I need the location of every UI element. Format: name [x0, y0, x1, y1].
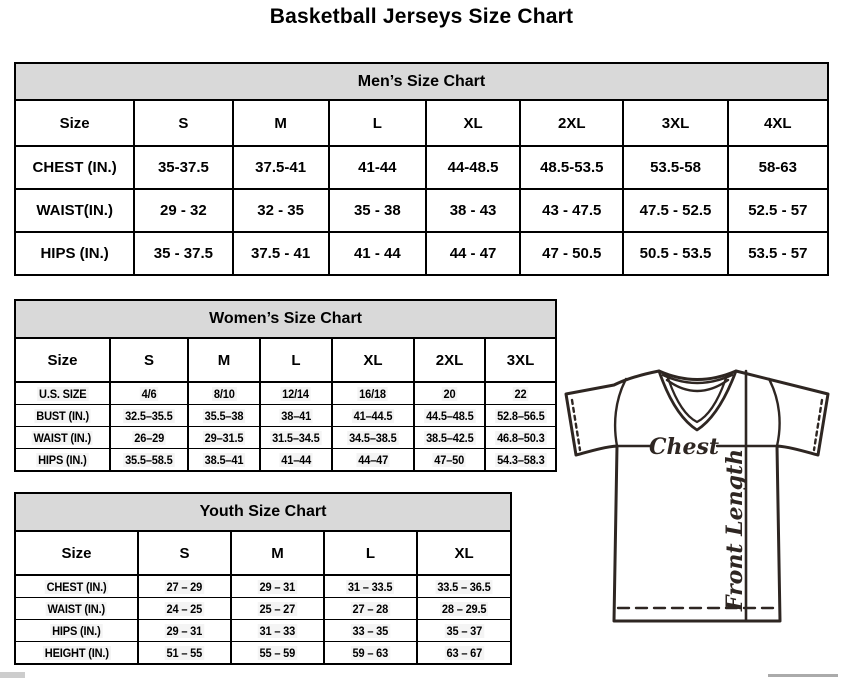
column-header: S	[138, 531, 231, 575]
value-cell: 38 - 43	[426, 189, 520, 232]
row-label: WAIST(IN.)	[15, 189, 134, 232]
value-cell: 41–44.5	[332, 405, 414, 427]
column-header: 4XL	[728, 100, 828, 146]
column-header: M	[188, 338, 260, 382]
value-cell: 4/6	[110, 382, 188, 405]
row-label: WAIST (IN.)	[15, 427, 110, 449]
value-cell: 25 – 27	[231, 598, 324, 620]
value-cell: 29 – 31	[231, 575, 324, 598]
table-row	[15, 189, 828, 232]
value-cell: 47–50	[414, 449, 485, 472]
mens-size-table	[14, 62, 829, 276]
row-label: BUST (IN.)	[15, 405, 110, 427]
youth-size-table	[14, 492, 512, 665]
value-cell: 52.8–56.5	[485, 405, 556, 427]
value-cell: 28 – 29.5	[417, 598, 511, 620]
value-cell: 35.5–58.5	[110, 449, 188, 472]
column-header-row	[15, 338, 556, 382]
value-cell: 47.5 - 52.5	[623, 189, 727, 232]
value-cell: 54.3–58.3	[485, 449, 556, 472]
table-row	[15, 620, 511, 642]
table-title-row	[15, 63, 828, 100]
value-cell: 41–44	[260, 449, 332, 472]
value-cell: 53.5-58	[623, 146, 727, 189]
table-row	[15, 598, 511, 620]
value-cell: 47 - 50.5	[520, 232, 623, 275]
value-cell: 43 - 47.5	[520, 189, 623, 232]
column-header: 2XL	[414, 338, 485, 382]
value-cell: 37.5-41	[233, 146, 329, 189]
column-header: S	[110, 338, 188, 382]
column-header: 3XL	[623, 100, 727, 146]
row-label: HEIGHT (IN.)	[15, 642, 138, 665]
value-cell: 53.5 - 57	[728, 232, 828, 275]
value-cell: 24 – 25	[138, 598, 231, 620]
row-label: HIPS (IN.)	[15, 620, 138, 642]
value-cell: 52.5 - 57	[728, 189, 828, 232]
column-header: 2XL	[520, 100, 623, 146]
table-row	[15, 642, 511, 665]
table-title: Women’s Size Chart	[15, 300, 556, 338]
table-title-row	[15, 300, 556, 338]
column-header: M	[231, 531, 324, 575]
value-cell: 31.5–34.5	[260, 427, 332, 449]
column-header-row	[15, 531, 511, 575]
column-header: L	[260, 338, 332, 382]
value-cell: 31 – 33	[231, 620, 324, 642]
value-cell: 32.5–35.5	[110, 405, 188, 427]
value-cell: 33 – 35	[324, 620, 417, 642]
value-cell: 48.5-53.5	[520, 146, 623, 189]
column-header: Size	[15, 531, 138, 575]
jersey-measurement-diagram	[556, 358, 842, 664]
value-cell: 20	[414, 382, 485, 405]
table-row	[15, 405, 556, 427]
value-cell: 46.8–50.3	[485, 427, 556, 449]
value-cell: 35-37.5	[134, 146, 232, 189]
value-cell: 44 - 47	[426, 232, 520, 275]
value-cell: 44.5–48.5	[414, 405, 485, 427]
table-title-row	[15, 493, 511, 531]
value-cell: 33.5 – 36.5	[417, 575, 511, 598]
scrollbar-fragment[interactable]	[768, 674, 838, 677]
value-cell: 35 - 37.5	[134, 232, 232, 275]
column-header: XL	[417, 531, 511, 575]
column-header: S	[134, 100, 232, 146]
value-cell: 16/18	[332, 382, 414, 405]
column-header: Size	[15, 338, 110, 382]
value-cell: 29 – 31	[138, 620, 231, 642]
table-title: Youth Size Chart	[15, 493, 511, 531]
table-title: Men’s Size Chart	[15, 63, 828, 100]
horizontal-scrollbar-thumb[interactable]	[0, 672, 25, 678]
row-label: CHEST (IN.)	[15, 146, 134, 189]
jersey-outline	[566, 371, 828, 621]
column-header: XL	[426, 100, 520, 146]
value-cell: 38.5–41	[188, 449, 260, 472]
value-cell: 44–47	[332, 449, 414, 472]
column-header: M	[233, 100, 329, 146]
table-row	[15, 382, 556, 405]
value-cell: 35 - 38	[329, 189, 426, 232]
value-cell: 27 – 28	[324, 598, 417, 620]
value-cell: 35 – 37	[417, 620, 511, 642]
value-cell: 27 – 29	[138, 575, 231, 598]
value-cell: 59 – 63	[324, 642, 417, 665]
row-label: HIPS (IN.)	[15, 449, 110, 472]
jersey-diagram-svg	[556, 358, 842, 664]
value-cell: 38.5–42.5	[414, 427, 485, 449]
row-label: CHEST (IN.)	[15, 575, 138, 598]
value-cell: 44-48.5	[426, 146, 520, 189]
value-cell: 34.5–38.5	[332, 427, 414, 449]
row-label: HIPS (IN.)	[15, 232, 134, 275]
value-cell: 63 – 67	[417, 642, 511, 665]
chest-label: Chest	[648, 434, 720, 460]
front-length-label: Front Length	[722, 448, 748, 612]
row-label: WAIST (IN.)	[15, 598, 138, 620]
value-cell: 12/14	[260, 382, 332, 405]
value-cell: 58-63	[728, 146, 828, 189]
value-cell: 26–29	[110, 427, 188, 449]
value-cell: 35.5–38	[188, 405, 260, 427]
value-cell: 29 - 32	[134, 189, 232, 232]
table-row	[15, 575, 511, 598]
value-cell: 38–41	[260, 405, 332, 427]
value-cell: 51 – 55	[138, 642, 231, 665]
table-row	[15, 427, 556, 449]
womens-size-table	[14, 299, 557, 472]
value-cell: 29–31.5	[188, 427, 260, 449]
row-label: U.S. SIZE	[15, 382, 110, 405]
value-cell: 8/10	[188, 382, 260, 405]
value-cell: 41 - 44	[329, 232, 426, 275]
value-cell: 50.5 - 53.5	[623, 232, 727, 275]
column-header: 3XL	[485, 338, 556, 382]
value-cell: 31 – 33.5	[324, 575, 417, 598]
page-title: Basketball Jerseys Size Chart	[269, 5, 574, 28]
table-row	[15, 146, 828, 189]
value-cell: 22	[485, 382, 556, 405]
column-header: L	[324, 531, 417, 575]
value-cell: 32 - 35	[233, 189, 329, 232]
value-cell: 41-44	[329, 146, 426, 189]
column-header: XL	[332, 338, 414, 382]
table-row	[15, 232, 828, 275]
value-cell: 37.5 - 41	[233, 232, 329, 275]
column-header: Size	[15, 100, 134, 146]
column-header: L	[329, 100, 426, 146]
value-cell: 55 – 59	[231, 642, 324, 665]
column-header-row	[15, 100, 828, 146]
table-row	[15, 449, 556, 472]
